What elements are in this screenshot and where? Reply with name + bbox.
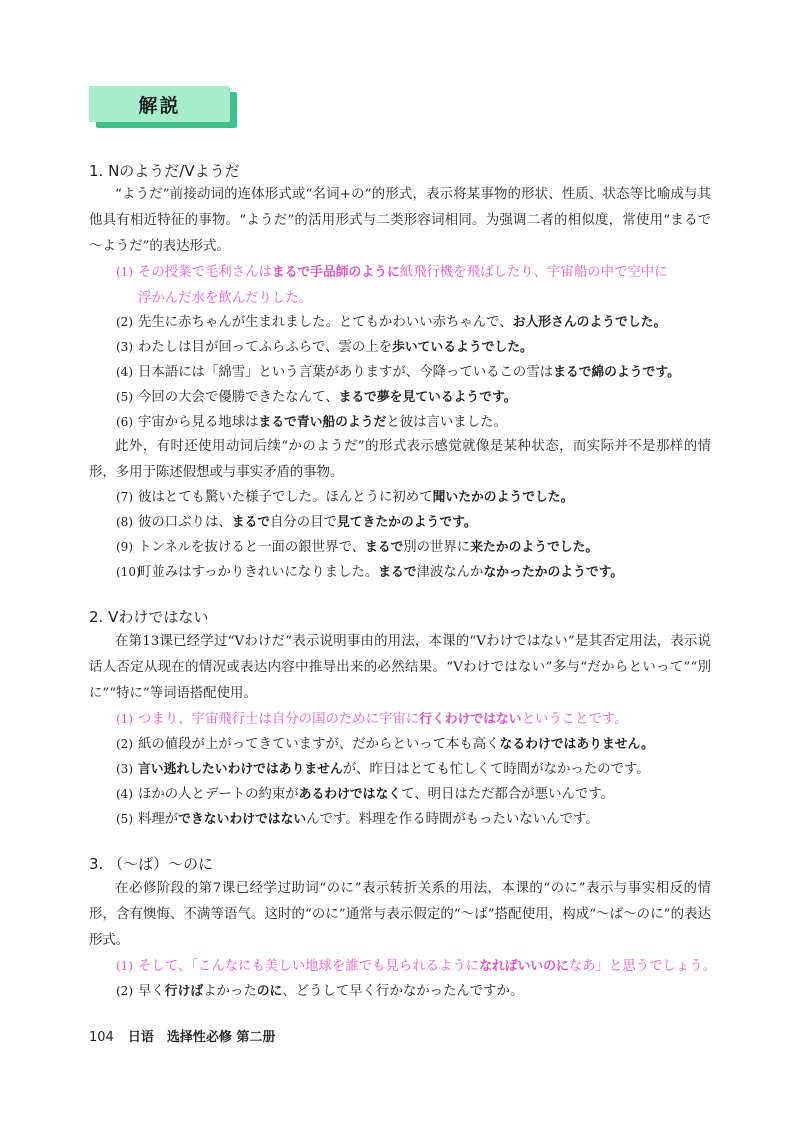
example-text: 宇宙から見る地球は bbox=[138, 415, 259, 430]
section-2-heading: 2. Vわけではない bbox=[89, 608, 209, 626]
example-highlight: まるで手品師のように bbox=[271, 265, 400, 280]
example-text: ほかの人とデートの約束が bbox=[138, 787, 299, 802]
example-text: 紙飛行機を飛ばしたり、宇宙船の中で空中に bbox=[399, 265, 668, 280]
example-text: ということです。 bbox=[521, 712, 628, 727]
section-1-example-6 bbox=[116, 409, 712, 436]
example-number: (2) bbox=[116, 984, 133, 998]
example-highlight: まるで夢を見ているようです。 bbox=[338, 390, 517, 405]
section-2-paragraph-1: 在第13课已经学过“Vわけだ”表示说明事由的用法，本课的“Vわけではない”是其否定用法，表示说话人否定从现在的情况或表达内容中推导出来的必然结果。“Vわけではない”多与“だからといって”“別に”“特に”等词语搭配使用。 bbox=[89, 634, 711, 701]
example-text: よかった bbox=[203, 984, 257, 999]
section-1-example-3 bbox=[116, 334, 712, 361]
section-2-example-1 bbox=[116, 706, 712, 733]
example-text: 料理が bbox=[138, 812, 179, 827]
section-1-example-7 bbox=[116, 484, 712, 511]
section-banner bbox=[89, 86, 239, 130]
section-2-example-5 bbox=[116, 806, 712, 833]
example-number: (1) bbox=[116, 265, 133, 279]
example-highlight: まるで bbox=[364, 540, 404, 555]
example-number: (5) bbox=[116, 390, 133, 404]
example-text: 彼はとても驚いた様子でした。ほんとうに初めて bbox=[138, 490, 433, 505]
example-highlight: 歩いているようでした。 bbox=[392, 340, 533, 355]
example-highlight: 聞いたかのようでした。 bbox=[432, 490, 574, 505]
example-number: (1) bbox=[116, 712, 133, 726]
example-text: 別の世界に bbox=[403, 540, 471, 555]
example-number: (10) bbox=[116, 565, 141, 579]
example-text: その授業で毛利さんは bbox=[138, 265, 272, 280]
example-text: 早く bbox=[138, 984, 165, 999]
example-number: (5) bbox=[116, 812, 133, 826]
example-text: なあ」と思うでしょう。 bbox=[568, 959, 717, 974]
example-text: 津波なんか bbox=[416, 565, 484, 580]
banner-title: 解説 bbox=[89, 86, 230, 122]
example-number: (4) bbox=[116, 787, 133, 801]
example-number: (2) bbox=[116, 315, 133, 329]
example-text: んです。料理を作る時間がもったいないんです。 bbox=[306, 812, 599, 827]
example-number: (7) bbox=[116, 490, 133, 504]
section-1-example-4 bbox=[116, 359, 712, 386]
section-1-example-2 bbox=[116, 309, 712, 336]
section-3-heading: 3. （～ば）～のに bbox=[89, 855, 214, 873]
example-number: (3) bbox=[116, 340, 133, 354]
example-highlight: 来たかのようでした。 bbox=[470, 540, 599, 555]
example-text: 町並みはすっかりきれいになりました。 bbox=[138, 565, 379, 580]
example-text: わたしは目が回ってふらふらで、雲の上を bbox=[138, 340, 393, 355]
example-highlight: 見てきたかのようです。 bbox=[336, 515, 477, 530]
book-title: 日语 选择性必修 第二册 bbox=[127, 1030, 276, 1045]
example-number: (1) bbox=[116, 959, 133, 973]
example-highlight: なかったかのようです。 bbox=[483, 565, 624, 580]
example-text: トンネルを抜けると一面の銀世界で、 bbox=[138, 540, 365, 555]
example-number: (8) bbox=[116, 515, 133, 529]
section-1-example-1 bbox=[116, 259, 712, 312]
example-highlight: まるで bbox=[378, 565, 417, 580]
section-2-example-2 bbox=[116, 731, 712, 758]
section-1-example-9 bbox=[116, 534, 712, 561]
example-number: (3) bbox=[116, 762, 133, 776]
section-1-example-8 bbox=[116, 509, 712, 536]
example-highlight: なればいいのに bbox=[479, 959, 569, 974]
example-text: 、どうして早く行かなかったんですか。 bbox=[282, 984, 524, 999]
example-text: 紙の値段が上がってきていますが、だからといって本も高く bbox=[138, 737, 500, 752]
example-highlight: 行くわけではない bbox=[419, 712, 522, 727]
example-text: 浮かんだ水を飲んだりした。 bbox=[138, 291, 313, 306]
page-footer bbox=[89, 1026, 275, 1045]
section-3-example-2 bbox=[116, 978, 712, 1005]
example-highlight: お人形さんのようでした。 bbox=[512, 315, 667, 330]
example-text: が、昨日はとても忙しくて時間がなかったのです。 bbox=[342, 762, 650, 777]
example-number: (6) bbox=[116, 415, 133, 429]
example-number: (4) bbox=[116, 365, 133, 379]
section-1-example-10 bbox=[116, 559, 712, 586]
example-highlight: あるわけではなく bbox=[298, 787, 402, 802]
section-1-heading: 1. Nのようだ/Vようだ bbox=[89, 162, 240, 180]
example-text: て、明日はただ都合が悪いんです。 bbox=[401, 787, 614, 802]
page-number: 104 bbox=[89, 1030, 114, 1045]
example-text: 先生に赤ちゃんが生まれました。とてもかわいい赤ちゃんで、 bbox=[138, 315, 513, 330]
section-2-example-4 bbox=[116, 781, 712, 808]
section-1-example-5 bbox=[116, 384, 712, 411]
section-2-example-3 bbox=[116, 756, 712, 783]
example-text: 今回の大会で優勝できたなんて、 bbox=[138, 390, 339, 405]
example-highlight: まるで bbox=[231, 515, 270, 530]
section-1-paragraph-1: “ようだ”前接动词的连体形式或“名词+の”的形式，表示将某事物的形状、性质、状态等比喻成与其他具有相近特征的事物。“ようだ”的活用形式与二类形容词相同。为强调二者的相似度，常使用“まるで～ようだ”的表达形式。 bbox=[89, 187, 711, 254]
example-text: 自分の目で bbox=[270, 515, 337, 530]
example-highlight: できないわけではない bbox=[178, 812, 307, 827]
example-text: と彼は言いました。 bbox=[386, 415, 507, 430]
example-highlight: のに bbox=[256, 984, 283, 999]
example-highlight: まるで青い船のようだ bbox=[258, 415, 387, 430]
example-text: 彼の口ぶりは、 bbox=[138, 515, 232, 530]
section-3-example-1 bbox=[116, 953, 717, 980]
section-1-paragraph-2: 此外，有时还使用动词后续“かのようだ”的形式表示感觉就像是某种状态，而实际并不是那样的情形，多用于陈述假想或与事实矛盾的事物。 bbox=[89, 439, 711, 480]
example-text: そして、「こんなにも美しい地球を誰でも見られるように bbox=[138, 959, 480, 974]
section-3-paragraph-1: 在必修阶段的第7课已经学过助词“のに”表示转折关系的用法，本课的“のに”表示与事实相反的情形，含有懊悔、不满等语气。这时的“のに”通常与表示假定的“～ば”搭配使用，构成“～ば～のに”的表达形式。 bbox=[89, 881, 711, 948]
example-highlight: 行けば bbox=[164, 984, 204, 999]
example-text: つまり、宇宙飛行士は自分の国のために宇宙に bbox=[138, 712, 420, 727]
example-highlight: 言い逃れしたいわけではありません bbox=[138, 762, 343, 777]
example-highlight: まるで綿のようです。 bbox=[553, 365, 680, 380]
example-number: (2) bbox=[116, 737, 133, 751]
example-number: (9) bbox=[116, 540, 133, 554]
example-text: 日本語には「綿雪」という言葉がありますが、今降っているこの雪は bbox=[138, 365, 554, 380]
example-highlight: なるわけではありません。 bbox=[499, 737, 654, 752]
